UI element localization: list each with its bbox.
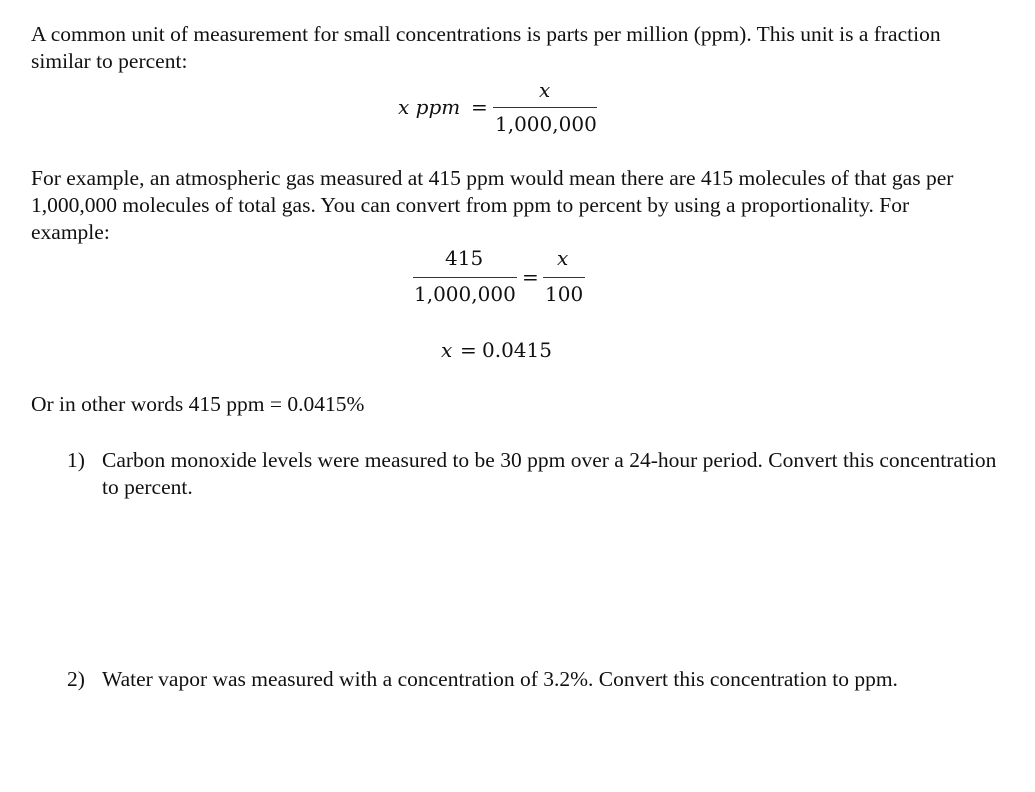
intro-paragraph: A common unit of measurement for small concentrations is parts per million (ppm). This unit is a fraction similar to percent:	[31, 22, 941, 73]
proportion-equals: =	[522, 265, 539, 289]
formula-lhs-var: x	[398, 95, 410, 119]
formula-numerator: x	[539, 78, 551, 102]
proportion-left-denominator: 1,000,000	[414, 282, 516, 306]
formula-fraction-bar	[493, 107, 597, 108]
result-var: x	[441, 338, 453, 362]
proportion-right-denominator: 100	[545, 282, 584, 306]
formula-lhs-unit: ppm	[415, 95, 461, 119]
question-2	[67, 666, 997, 693]
proportion-right-numerator: x	[557, 246, 569, 270]
proportion-right-bar	[543, 277, 585, 278]
formula-denominator: 1,000,000	[495, 112, 597, 136]
summary-paragraph: Or in other words 415 ppm = 0.0415%	[31, 392, 365, 416]
question-text: Carbon monoxide levels were measured to be 30 ppm over a 24-hour period. Convert this concentration to percent.	[102, 448, 997, 499]
proportion-left-bar	[413, 277, 517, 278]
question-number: 1)	[67, 448, 85, 472]
question-text: Water vapor was measured with a concentration of 3.2%. Convert this concentration to ppm.	[102, 667, 898, 691]
question-number: 2)	[67, 667, 85, 691]
result-equals: =	[460, 338, 477, 362]
proportion-left-numerator: 415	[445, 246, 484, 270]
example-paragraph: For example, an atmospheric gas measured at 415 ppm would mean there are 415 molecules of that gas per 1,000,000 molecules of total gas. You can convert from ppm to percent by using a proportionality. For example:	[31, 166, 954, 244]
formula-equals: =	[471, 95, 488, 119]
result-value: 0.0415	[482, 338, 552, 362]
question-1	[67, 447, 997, 501]
